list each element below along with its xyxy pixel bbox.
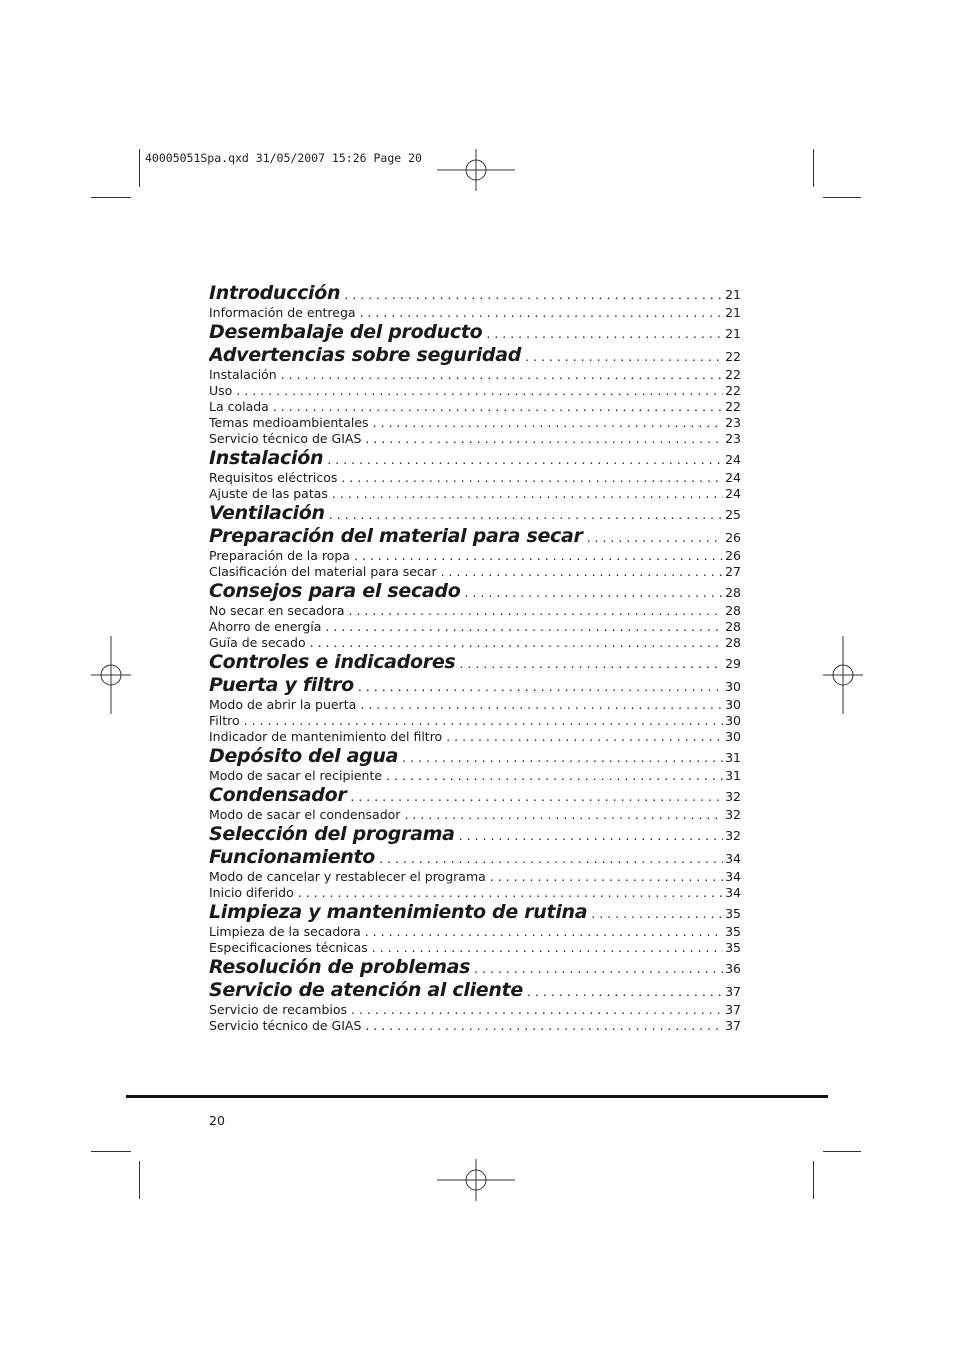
dot-leader	[298, 885, 723, 900]
dot-leader	[459, 656, 723, 671]
crop-mark	[823, 1151, 861, 1152]
toc-heading	[209, 979, 741, 1002]
dot-leader	[344, 287, 723, 302]
toc-heading	[209, 525, 741, 548]
dot-leader	[325, 619, 723, 634]
registration-mark-icon	[823, 636, 863, 714]
crop-mark	[813, 1161, 814, 1199]
toc-title: Preparación del material para secar	[209, 525, 583, 547]
toc-heading	[209, 344, 741, 367]
toc-title: Introducción	[209, 282, 341, 304]
registration-mark-icon	[91, 636, 131, 714]
toc-page-number: 30	[725, 713, 741, 728]
toc-entry	[209, 431, 741, 447]
toc-page-number: 26	[725, 548, 741, 563]
crop-mark	[91, 197, 131, 198]
dot-leader	[341, 470, 723, 485]
toc-entry	[209, 768, 741, 784]
toc-heading	[209, 745, 741, 768]
crop-mark	[139, 149, 140, 187]
toc-heading	[209, 674, 741, 697]
crop-mark	[813, 149, 814, 187]
toc-heading	[209, 846, 741, 869]
registration-mark-icon	[437, 131, 515, 209]
toc-page-number: 34	[725, 885, 741, 900]
toc-page-number: 37	[725, 984, 741, 999]
dot-leader	[350, 789, 723, 804]
dot-leader	[591, 906, 723, 921]
toc-entry	[209, 415, 741, 431]
toc-title: Modo de sacar el recipiente	[209, 768, 383, 783]
toc-page-number: 21	[725, 305, 741, 320]
toc-page-number: 31	[725, 750, 741, 765]
toc-entry	[209, 697, 741, 713]
toc-page-number: 32	[725, 828, 741, 843]
dot-leader	[358, 679, 723, 694]
toc-title: Controles e indicadores	[209, 651, 456, 673]
toc-page-number: 35	[725, 940, 741, 955]
toc-entry	[209, 486, 741, 502]
dot-leader	[372, 940, 723, 955]
dot-leader	[365, 431, 723, 446]
dot-leader	[474, 961, 723, 976]
toc-title: Filtro	[209, 713, 240, 728]
dot-leader	[327, 452, 723, 467]
table-of-contents	[209, 282, 741, 1034]
dot-leader	[354, 548, 723, 563]
toc-entry	[209, 603, 741, 619]
toc-heading	[209, 321, 741, 344]
toc-title: Advertencias sobre seguridad	[209, 344, 522, 366]
toc-page-number: 23	[725, 431, 741, 446]
dot-leader	[281, 367, 723, 382]
toc-title: Modo de cancelar y restablecer el programa	[209, 869, 486, 884]
footer-rule	[126, 1095, 828, 1098]
toc-heading	[209, 956, 741, 979]
toc-heading	[209, 282, 741, 305]
toc-title: Funcionamiento	[209, 846, 376, 868]
dot-leader	[402, 750, 723, 765]
dot-leader	[310, 635, 723, 650]
toc-page-number: 35	[725, 906, 741, 921]
toc-entry	[209, 470, 741, 486]
toc-page-number: 28	[725, 619, 741, 634]
dot-leader	[587, 530, 723, 545]
toc-entry	[209, 367, 741, 383]
toc-page-number: 22	[725, 349, 741, 364]
toc-page-number: 30	[725, 729, 741, 744]
toc-page-number: 32	[725, 807, 741, 822]
dot-leader	[386, 768, 723, 783]
toc-page-number: 25	[725, 507, 741, 522]
toc-heading	[209, 784, 741, 807]
toc-title: Ventilación	[209, 502, 325, 524]
toc-title: Instalación	[209, 447, 324, 469]
crop-mark	[139, 1161, 140, 1199]
toc-entry	[209, 399, 741, 415]
toc-page-number: 35	[725, 924, 741, 939]
dot-leader	[527, 984, 723, 999]
toc-page-number: 31	[725, 768, 741, 783]
toc-entry	[209, 564, 741, 580]
toc-page-number: 34	[725, 851, 741, 866]
toc-title: Guía de secado	[209, 635, 306, 650]
dot-leader	[459, 828, 723, 843]
dot-leader	[244, 713, 723, 728]
toc-page-number: 26	[725, 530, 741, 545]
toc-title: Servicio de atención al cliente	[209, 979, 523, 1001]
toc-title: La colada	[209, 399, 269, 414]
toc-entry	[209, 807, 741, 823]
toc-page-number: 34	[725, 869, 741, 884]
toc-entry	[209, 383, 741, 399]
dot-leader	[486, 326, 723, 341]
toc-page-number: 30	[725, 697, 741, 712]
dot-leader	[373, 415, 723, 430]
dot-leader	[404, 807, 723, 822]
toc-title: Requisitos eléctricos	[209, 470, 338, 485]
toc-title: Depósito del agua	[209, 745, 399, 767]
toc-entry	[209, 1018, 741, 1034]
page-number: 20	[209, 1113, 225, 1128]
toc-title: Instalación	[209, 367, 277, 382]
dot-leader	[236, 383, 723, 398]
dot-leader	[464, 585, 723, 600]
toc-title: Información de entrega	[209, 305, 356, 320]
toc-title: Resolución de problemas	[209, 956, 471, 978]
dot-leader	[273, 399, 723, 414]
dot-leader	[349, 603, 723, 618]
toc-title: Selección del programa	[209, 823, 455, 845]
toc-title: No secar en secadora	[209, 603, 345, 618]
toc-page-number: 29	[725, 656, 741, 671]
toc-title: Preparación de la ropa	[209, 548, 350, 563]
toc-heading	[209, 823, 741, 846]
toc-heading	[209, 651, 741, 674]
toc-title: Uso	[209, 383, 233, 398]
toc-page-number: 22	[725, 367, 741, 382]
toc-entry	[209, 885, 741, 901]
dot-leader	[379, 851, 723, 866]
toc-page-number: 32	[725, 789, 741, 804]
dot-leader	[365, 924, 723, 939]
toc-page-number: 27	[725, 564, 741, 579]
toc-page-number: 21	[725, 326, 741, 341]
dot-leader	[525, 349, 723, 364]
toc-page-number: 37	[725, 1002, 741, 1017]
toc-entry	[209, 924, 741, 940]
toc-title: Servicio de recambios	[209, 1002, 348, 1017]
crop-mark	[823, 197, 861, 198]
toc-page-number: 24	[725, 486, 741, 501]
printer-slug: 40005051Spa.qxd 31/05/2007 15:26 Page 20	[145, 151, 422, 165]
toc-title: Ajuste de las patas	[209, 486, 328, 501]
toc-entry	[209, 713, 741, 729]
toc-entry	[209, 729, 741, 745]
toc-page-number: 24	[725, 452, 741, 467]
toc-entry	[209, 305, 741, 321]
toc-page-number: 23	[725, 415, 741, 430]
toc-title: Ahorro de energía	[209, 619, 322, 634]
toc-page-number: 36	[725, 961, 741, 976]
toc-title: Limpieza y mantenimiento de rutina	[209, 901, 588, 923]
crop-mark	[91, 1151, 131, 1152]
toc-page-number: 22	[725, 399, 741, 414]
toc-title: Consejos para el secado	[209, 580, 461, 602]
toc-page-number: 24	[725, 470, 741, 485]
dot-leader	[441, 564, 723, 579]
toc-title: Servicio técnico de GIAS	[209, 431, 362, 446]
toc-entry	[209, 619, 741, 635]
toc-page-number: 28	[725, 603, 741, 618]
toc-page-number: 21	[725, 287, 741, 302]
dot-leader	[446, 729, 723, 744]
toc-entry	[209, 940, 741, 956]
toc-title: Indicador de mantenimiento del filtro	[209, 729, 443, 744]
dot-leader	[360, 697, 723, 712]
toc-title: Modo de abrir la puerta	[209, 697, 357, 712]
toc-page-number: 37	[725, 1018, 741, 1033]
toc-title: Puerta y filtro	[209, 674, 354, 696]
toc-title: Temas medioambientales	[209, 415, 369, 430]
dot-leader	[332, 486, 723, 501]
dot-leader	[360, 305, 723, 320]
dot-leader	[351, 1002, 723, 1017]
toc-entry	[209, 548, 741, 564]
toc-heading	[209, 901, 741, 924]
toc-heading	[209, 447, 741, 470]
toc-page-number: 28	[725, 585, 741, 600]
toc-page-number: 22	[725, 383, 741, 398]
toc-title: Modo de sacar el condensador	[209, 807, 401, 822]
toc-title: Condensador	[209, 784, 347, 806]
toc-entry	[209, 1002, 741, 1018]
toc-title: Especificaciones técnicas	[209, 940, 368, 955]
toc-title: Desembalaje del producto	[209, 321, 483, 343]
dot-leader	[329, 507, 723, 522]
toc-entry	[209, 635, 741, 651]
toc-heading	[209, 502, 741, 525]
registration-mark-icon	[437, 1141, 515, 1219]
toc-title: Servicio técnico de GIAS	[209, 1018, 362, 1033]
toc-page-number: 28	[725, 635, 741, 650]
toc-heading	[209, 580, 741, 603]
toc-title: Limpieza de la secadora	[209, 924, 361, 939]
dot-leader	[490, 869, 723, 884]
toc-page-number: 30	[725, 679, 741, 694]
toc-title: Inicio diferido	[209, 885, 294, 900]
toc-entry	[209, 869, 741, 885]
toc-title: Clasificación del material para secar	[209, 564, 437, 579]
dot-leader	[365, 1018, 723, 1033]
